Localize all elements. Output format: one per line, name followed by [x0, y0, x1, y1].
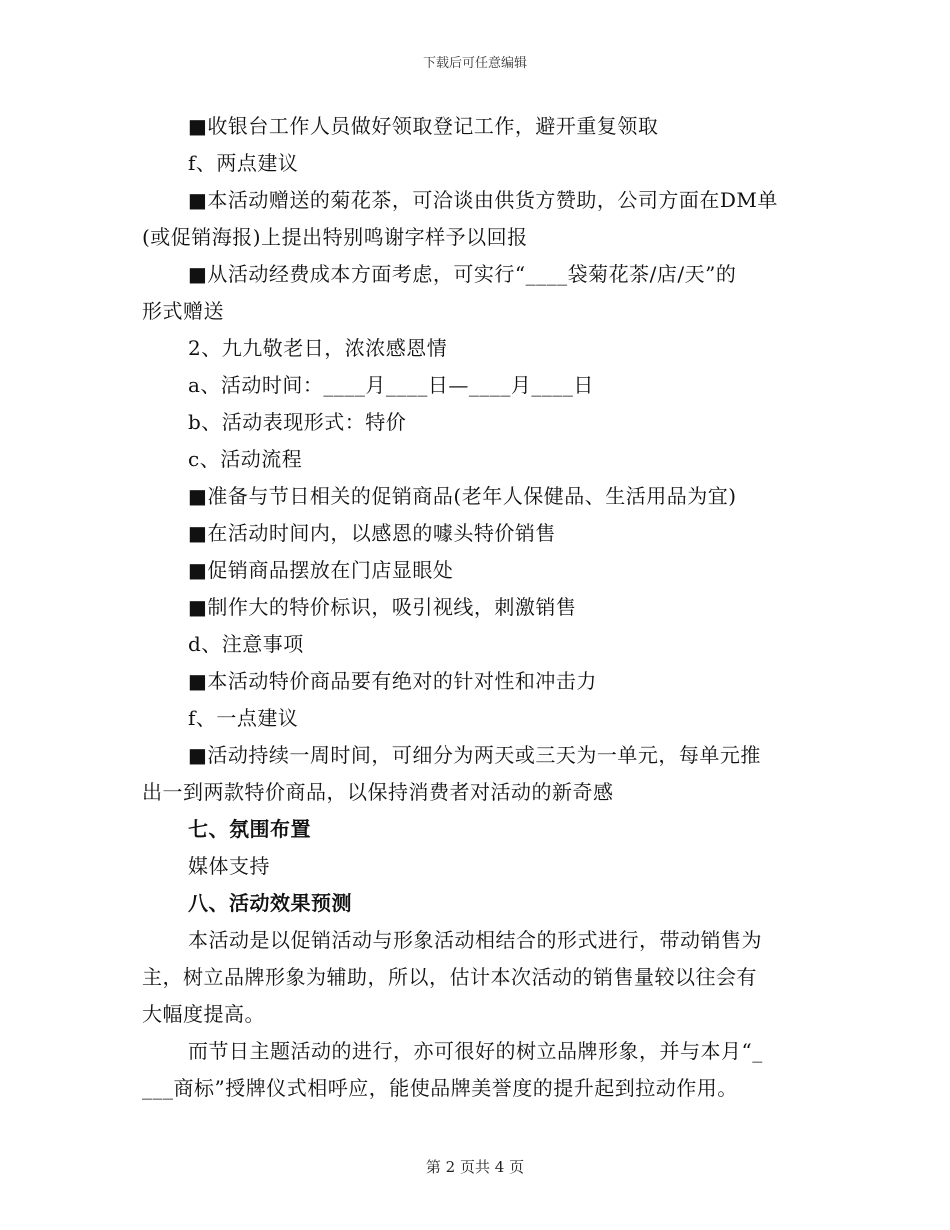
page-header: 下载后可任意编辑	[422, 56, 527, 71]
text-line: ■收银台工作人员做好领取登记工作，避开重复领取	[188, 114, 659, 138]
text-line: 形式赠送	[142, 299, 224, 323]
text-line: f、两点建议	[188, 151, 299, 175]
text-line: 出一到两款特价商品，以保持消费者对活动的新奇感	[142, 780, 614, 804]
text-line: 本活动是以促销活动与形象活动相结合的形式进行，带动销售为	[188, 928, 762, 952]
section-heading: 八、活动效果预测	[188, 891, 352, 915]
text-line: ■从活动经费成本方面考虑，可实行“____袋菊花茶/店/天”的	[188, 262, 737, 286]
section-heading: 七、氛围布置	[188, 817, 311, 841]
text-line: (或促销海报)上提出特别鸣谢字样予以回报	[142, 225, 528, 249]
text-line: ■促销商品摆放在门店显眼处	[188, 558, 454, 582]
document-body	[142, 108, 812, 1107]
text-line: ___商标”授牌仪式相呼应，能使品牌美誉度的提升起到拉动作用。	[142, 1076, 738, 1100]
text-line: 大幅度提高。	[142, 1002, 265, 1026]
text-line: ■活动持续一周时间，可细分为两天或三天为一单元，每单元推	[188, 743, 761, 767]
text-line: ■本活动赠送的菊花茶，可洽谈由供货方赞助，公司方面在DM单	[188, 188, 778, 212]
text-line: 媒体支持	[188, 854, 270, 878]
text-line: ■本活动特价商品要有绝对的针对性和冲击力	[188, 669, 597, 693]
page-footer: 第 2 页共 4 页	[425, 1158, 525, 1176]
text-line: b、活动表现形式：特价	[188, 410, 407, 434]
text-line: c、活动流程	[188, 447, 303, 471]
text-line: a、活动时间：____月____日—____月____日	[188, 373, 594, 397]
text-line: ■制作大的特价标识，吸引视线，刺激销售	[188, 595, 577, 619]
text-line: d、注意事项	[188, 632, 304, 656]
text-line: f、一点建议	[188, 706, 299, 730]
text-line: 而节日主题活动的进行，亦可很好的树立品牌形象，并与本月“_	[188, 1039, 763, 1063]
text-line: 主，树立品牌形象为辅助，所以，估计本次活动的销售量较以往会有	[142, 965, 757, 989]
text-line: 2、九九敬老日，浓浓感恩情	[188, 336, 448, 360]
text-line: ■在活动时间内，以感恩的噱头特价销售	[188, 521, 556, 545]
text-line: ■准备与节日相关的促销商品(老年人保健品、生活用品为宜)	[188, 484, 737, 508]
